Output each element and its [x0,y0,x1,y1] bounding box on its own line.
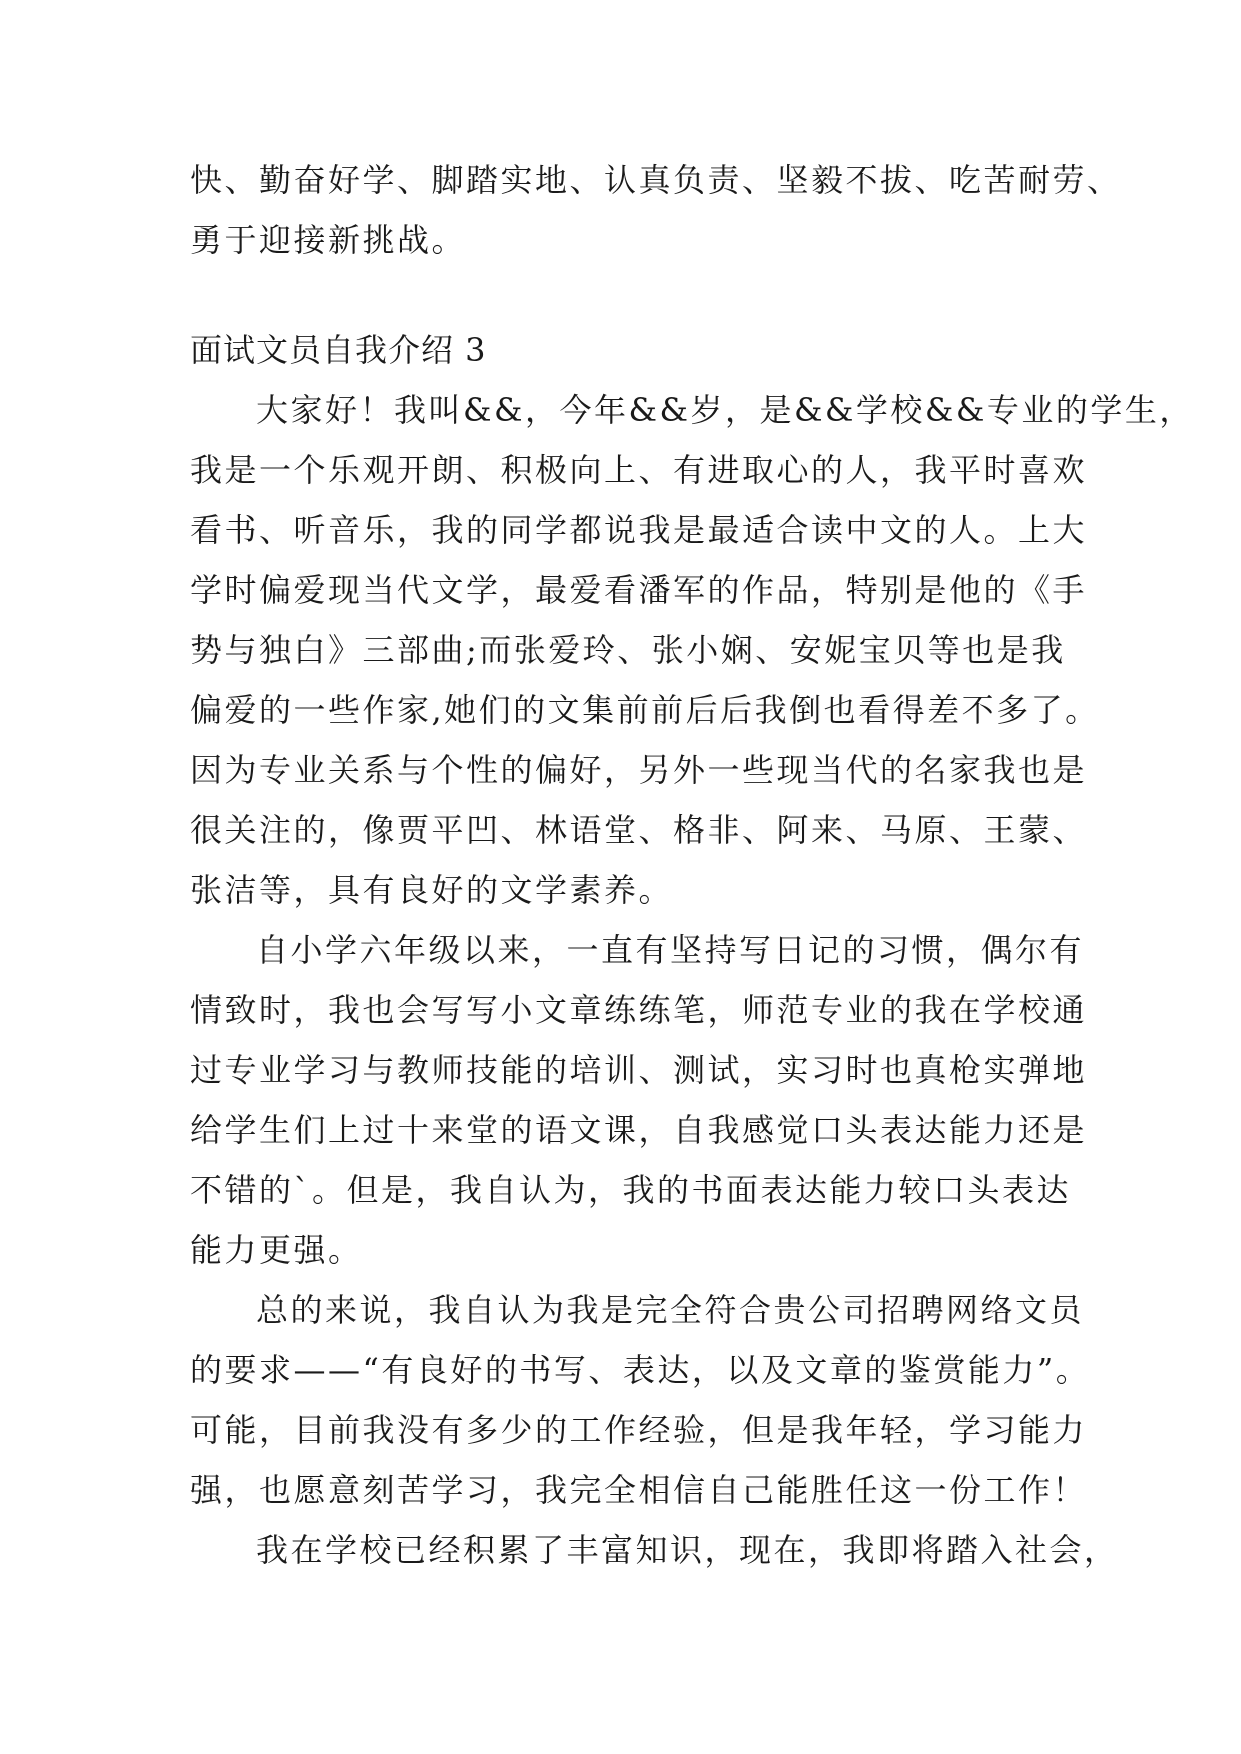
text-line: 总的来说，我自认为我是完全符合贵公司招聘网络文员 [256,1291,1085,1329]
text-line: 能力更强。 [190,1231,363,1269]
text-line: 情致时，我也会写写小文章练练笔，师范专业的我在学校通 [190,991,1088,1029]
text-line: 大家好！我叫&&，今年&&岁，是&&学校&&专业的学生， [256,391,1194,429]
text-line: 我在学校已经积累了丰富知识，现在，我即将踏入社会， [256,1531,1119,1569]
section-heading: 面试文员自我介绍 3 [190,331,487,369]
text-line: 我是一个乐观开朗、积极向上、有进取心的人，我平时喜欢 [190,451,1088,489]
paragraph-closing [190,1520,1119,1580]
text-line: 快、勤奋好学、脚踏实地、认真负责、坚毅不拔、吃苦耐劳、 [190,161,1122,199]
paragraph-summary [190,1280,1091,1520]
paragraph-intro [190,380,1194,920]
text-line: 给学生们上过十来堂的语文课，自我感觉口头表达能力还是 [190,1111,1088,1149]
text-line: 因为专业关系与个性的偏好，另外一些现当代的名家我也是 [190,751,1088,789]
text-line: 很关注的，像贾平凹、林语堂、格非、阿来、马原、王蒙、 [190,811,1088,849]
text-line: 的要求——“有良好的书写、表达，以及文章的鉴赏能力”。 [190,1351,1091,1389]
text-line: 勇于迎接新挑战。 [190,221,467,259]
text-line: 张洁等，具有良好的文学素养。 [190,871,674,909]
text-line: 过专业学习与教师技能的培训、测试，实习时也真枪实弹地 [190,1051,1088,1089]
text-line: 看书、听音乐，我的同学都说我是最适合读中文的人。上大 [190,511,1088,549]
document-body [190,150,1194,1580]
paragraph-continuation [190,150,1122,270]
text-line: 学时偏爱现当代文学，最爱看潘军的作品，特别是他的《手 [190,571,1088,609]
text-line: 可能，目前我没有多少的工作经验，但是我年轻，学习能力 [190,1411,1088,1449]
text-line: 偏爱的一些作家,她们的文集前前后后我倒也看得差不多了。 [190,691,1100,729]
text-line: 势与独白》三部曲;而张爱玲、张小娴、安妮宝贝等也是我 [190,631,1066,669]
text-line: 不错的`。但是，我自认为，我的书面表达能力较口头表达 [190,1171,1072,1209]
text-line: 自小学六年级以来，一直有坚持写日记的习惯，偶尔有 [256,931,1085,969]
text-line: 强，也愿意刻苦学习，我完全相信自己能胜任这一份工作！ [190,1471,1088,1509]
paragraph-writing [190,920,1088,1280]
